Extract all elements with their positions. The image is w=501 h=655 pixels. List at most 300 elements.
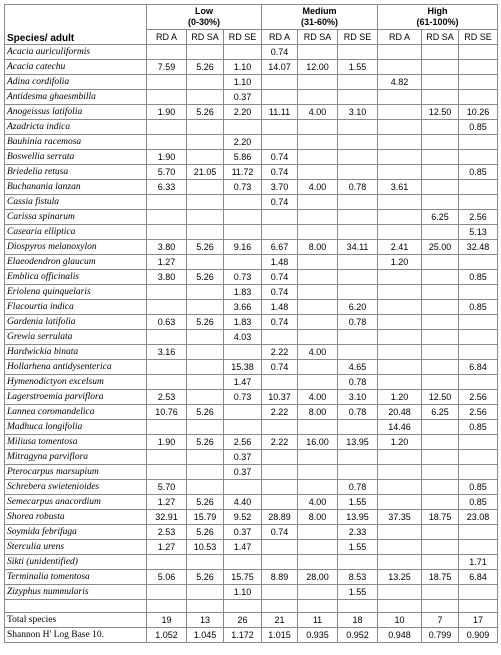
value-cell: 6.67 <box>262 240 298 255</box>
value-cell <box>459 375 498 390</box>
value-cell: 0.85 <box>459 300 498 315</box>
value-cell <box>378 345 422 360</box>
value-cell <box>422 60 459 75</box>
value-cell <box>262 120 298 135</box>
value-cell <box>378 135 422 150</box>
species-name-cell: Cassia fistula <box>5 195 147 210</box>
value-cell <box>147 465 187 480</box>
summary-row <box>5 628 498 643</box>
value-cell <box>147 585 187 600</box>
value-cell <box>262 210 298 225</box>
subcolumn-header: RD SA <box>187 30 224 45</box>
species-name-cell: Sikti (unidentified) <box>5 555 147 570</box>
value-cell: 10 <box>378 613 422 628</box>
value-cell <box>262 555 298 570</box>
value-cell: 6.20 <box>338 300 378 315</box>
value-cell: 1.71 <box>459 555 498 570</box>
species-name-cell: Elaeodendron glaucum <box>5 255 147 270</box>
value-cell: 9.16 <box>224 240 262 255</box>
value-cell <box>378 450 422 465</box>
value-cell <box>422 45 459 60</box>
value-cell: 12.50 <box>422 105 459 120</box>
value-cell <box>298 585 338 600</box>
value-cell <box>378 60 422 75</box>
subcolumn-header: RD SE <box>338 30 378 45</box>
value-cell <box>298 255 338 270</box>
value-cell: 5.26 <box>187 270 224 285</box>
value-cell: 5.13 <box>459 225 498 240</box>
value-cell <box>422 300 459 315</box>
empty-cell <box>298 600 338 613</box>
value-cell <box>298 360 338 375</box>
species-name-cell: Zizyphus nummularis <box>5 585 147 600</box>
species-name-cell: Schrebera swietenioides <box>5 480 147 495</box>
value-cell: 37.35 <box>378 510 422 525</box>
value-cell <box>262 135 298 150</box>
table-row <box>5 135 498 150</box>
value-cell <box>422 435 459 450</box>
value-cell <box>459 585 498 600</box>
value-cell <box>298 120 338 135</box>
value-cell <box>147 195 187 210</box>
value-cell: 0.85 <box>459 120 498 135</box>
value-cell: 3.66 <box>224 300 262 315</box>
subcolumn-header: RD A <box>147 30 187 45</box>
value-cell: 0.37 <box>224 525 262 540</box>
value-cell <box>187 465 224 480</box>
value-cell: 2.22 <box>262 405 298 420</box>
value-cell: 8.53 <box>338 570 378 585</box>
value-cell <box>338 150 378 165</box>
species-name-cell: Sterculia urens <box>5 540 147 555</box>
value-cell: 1.90 <box>147 435 187 450</box>
value-cell: 1.20 <box>378 435 422 450</box>
value-cell <box>187 375 224 390</box>
empty-cell <box>224 600 262 613</box>
value-cell: 1.55 <box>338 540 378 555</box>
table-row <box>5 555 498 570</box>
species-name-cell: Azadricta indica <box>5 120 147 135</box>
empty-cell <box>187 600 224 613</box>
value-cell: 21.05 <box>187 165 224 180</box>
value-cell <box>459 255 498 270</box>
value-cell <box>298 195 338 210</box>
value-cell: 0.78 <box>338 405 378 420</box>
value-cell: 32.91 <box>147 510 187 525</box>
table-row <box>5 570 498 585</box>
value-cell <box>147 285 187 300</box>
value-cell: 25.00 <box>422 240 459 255</box>
table-row <box>5 480 498 495</box>
species-name-cell: Miliusa tomentosa <box>5 435 147 450</box>
value-cell <box>262 420 298 435</box>
value-cell <box>422 150 459 165</box>
value-cell <box>459 435 498 450</box>
value-cell <box>298 420 338 435</box>
value-cell <box>422 420 459 435</box>
table-row <box>5 165 498 180</box>
value-cell <box>422 195 459 210</box>
value-cell: 1.55 <box>338 495 378 510</box>
table-row <box>5 120 498 135</box>
table-row <box>5 105 498 120</box>
value-cell <box>378 555 422 570</box>
value-cell: 1.27 <box>147 540 187 555</box>
value-cell <box>422 315 459 330</box>
table-row <box>5 390 498 405</box>
value-cell <box>298 525 338 540</box>
value-cell <box>378 525 422 540</box>
value-cell: 0.74 <box>262 285 298 300</box>
species-name-cell: Terminalia tomentosa <box>5 570 147 585</box>
value-cell: 2.20 <box>224 135 262 150</box>
species-name-cell: Pterocarpus marsupium <box>5 465 147 480</box>
species-name-cell: Soymida febrifuga <box>5 525 147 540</box>
value-cell: 14.07 <box>262 60 298 75</box>
table-row <box>5 420 498 435</box>
value-cell: 4.00 <box>298 345 338 360</box>
table-row <box>5 210 498 225</box>
table-row <box>5 240 498 255</box>
value-cell <box>459 45 498 60</box>
value-cell: 13.95 <box>338 510 378 525</box>
value-cell <box>378 465 422 480</box>
value-cell: 4.40 <box>224 495 262 510</box>
species-name-cell: Mitragyna parviflora <box>5 450 147 465</box>
value-cell <box>147 45 187 60</box>
table-row <box>5 405 498 420</box>
value-cell: 0.37 <box>224 465 262 480</box>
value-cell: 8.00 <box>298 510 338 525</box>
value-cell: 5.26 <box>187 405 224 420</box>
value-cell: 2.53 <box>147 390 187 405</box>
value-cell: 4.82 <box>378 75 422 90</box>
value-cell: 8.00 <box>298 405 338 420</box>
value-cell <box>224 405 262 420</box>
value-cell <box>187 75 224 90</box>
value-cell <box>147 300 187 315</box>
value-cell: 9.52 <box>224 510 262 525</box>
value-cell: 0.63 <box>147 315 187 330</box>
value-cell: 2.56 <box>459 210 498 225</box>
value-cell <box>187 135 224 150</box>
value-cell: 0.74 <box>262 270 298 285</box>
value-cell: 0.948 <box>378 628 422 643</box>
value-cell: 12.00 <box>298 60 338 75</box>
value-cell: 8.89 <box>262 570 298 585</box>
value-cell <box>459 450 498 465</box>
value-cell <box>422 360 459 375</box>
species-name-cell: Flacourtia indica <box>5 300 147 315</box>
value-cell <box>422 480 459 495</box>
value-cell: 13 <box>187 613 224 628</box>
value-cell <box>422 120 459 135</box>
value-cell: 5.06 <box>147 570 187 585</box>
value-cell: 1.10 <box>224 75 262 90</box>
empty-cell <box>338 600 378 613</box>
species-name-cell: Buchanania lanzan <box>5 180 147 195</box>
species-name-cell: Casearia elliptica <box>5 225 147 240</box>
value-cell: 1.10 <box>224 60 262 75</box>
value-cell <box>298 90 338 105</box>
value-cell: 3.80 <box>147 240 187 255</box>
value-cell <box>224 255 262 270</box>
value-cell: 1.55 <box>338 60 378 75</box>
species-table-container <box>4 4 498 643</box>
value-cell <box>147 450 187 465</box>
value-cell <box>338 120 378 135</box>
value-cell: 23.08 <box>459 510 498 525</box>
value-cell <box>147 420 187 435</box>
value-cell <box>298 225 338 240</box>
value-cell <box>262 225 298 240</box>
value-cell: 3.70 <box>262 180 298 195</box>
value-cell <box>422 585 459 600</box>
value-cell: 1.27 <box>147 495 187 510</box>
value-cell: 6.25 <box>422 210 459 225</box>
value-cell: 1.015 <box>262 628 298 643</box>
value-cell: 2.22 <box>262 435 298 450</box>
value-cell: 10.26 <box>459 105 498 120</box>
value-cell: 2.22 <box>262 345 298 360</box>
value-cell: 1.172 <box>224 628 262 643</box>
species-name-cell: Total species <box>5 613 147 628</box>
value-cell: 3.10 <box>338 105 378 120</box>
group-name: High <box>427 6 448 16</box>
value-cell <box>378 195 422 210</box>
value-cell: 21 <box>262 613 298 628</box>
table-row <box>5 285 498 300</box>
value-cell <box>224 480 262 495</box>
subcolumn-header: RD SE <box>459 30 498 45</box>
table-row <box>5 315 498 330</box>
value-cell: 3.10 <box>338 390 378 405</box>
value-cell: 0.85 <box>459 270 498 285</box>
value-cell <box>378 285 422 300</box>
value-cell <box>422 165 459 180</box>
table-row <box>5 375 498 390</box>
value-cell <box>147 210 187 225</box>
species-name-cell: Acacia auriculiformis <box>5 45 147 60</box>
species-name-cell: Hardwickia binata <box>5 345 147 360</box>
value-cell: 5.70 <box>147 165 187 180</box>
table-body <box>5 45 498 643</box>
value-cell <box>298 285 338 300</box>
value-cell: 1.90 <box>147 150 187 165</box>
value-cell <box>187 195 224 210</box>
value-cell: 2.33 <box>338 525 378 540</box>
value-cell <box>187 555 224 570</box>
value-cell <box>338 330 378 345</box>
value-cell <box>422 180 459 195</box>
table-row <box>5 585 498 600</box>
value-cell: 0.74 <box>262 525 298 540</box>
value-cell <box>422 375 459 390</box>
value-cell: 1.55 <box>338 585 378 600</box>
value-cell: 20.48 <box>378 405 422 420</box>
value-cell <box>224 420 262 435</box>
value-cell: 5.86 <box>224 150 262 165</box>
species-name-cell: Lagerstroemia parviflora <box>5 390 147 405</box>
value-cell: 6.33 <box>147 180 187 195</box>
group-range: (0-30%) <box>188 17 221 27</box>
table-row <box>5 450 498 465</box>
value-cell: 17 <box>459 613 498 628</box>
species-density-table <box>4 4 498 643</box>
value-cell <box>422 135 459 150</box>
value-cell: 2.41 <box>378 240 422 255</box>
value-cell <box>147 375 187 390</box>
value-cell: 5.70 <box>147 480 187 495</box>
value-cell <box>298 540 338 555</box>
value-cell <box>378 585 422 600</box>
value-cell: 0.74 <box>262 45 298 60</box>
value-cell <box>262 495 298 510</box>
value-cell: 4.00 <box>298 390 338 405</box>
value-cell: 0.73 <box>224 180 262 195</box>
group-range: (61-100%) <box>416 17 459 27</box>
value-cell <box>187 210 224 225</box>
value-cell: 11.72 <box>224 165 262 180</box>
value-cell <box>338 255 378 270</box>
value-cell <box>187 360 224 375</box>
value-cell <box>422 255 459 270</box>
value-cell <box>338 465 378 480</box>
value-cell <box>187 480 224 495</box>
value-cell: 5.26 <box>187 60 224 75</box>
value-cell <box>187 345 224 360</box>
value-cell: 2.56 <box>224 435 262 450</box>
value-cell: 15.38 <box>224 360 262 375</box>
table-row <box>5 435 498 450</box>
species-name-cell: Grewia serrulata <box>5 330 147 345</box>
value-cell: 0.935 <box>298 628 338 643</box>
value-cell: 0.37 <box>224 450 262 465</box>
table-row <box>5 330 498 345</box>
value-cell <box>459 525 498 540</box>
value-cell: 5.26 <box>187 495 224 510</box>
value-cell: 3.16 <box>147 345 187 360</box>
group-header-low <box>147 5 262 30</box>
table-row <box>5 150 498 165</box>
species-name-cell: Emblica officinalis <box>5 270 147 285</box>
value-cell <box>298 375 338 390</box>
value-cell: 13.95 <box>338 435 378 450</box>
value-cell: 19 <box>147 613 187 628</box>
value-cell: 6.84 <box>459 570 498 585</box>
value-cell <box>422 450 459 465</box>
value-cell <box>298 165 338 180</box>
value-cell <box>187 225 224 240</box>
value-cell <box>298 315 338 330</box>
value-cell <box>338 420 378 435</box>
value-cell: 0.85 <box>459 480 498 495</box>
value-cell: 6.25 <box>422 405 459 420</box>
value-cell <box>187 255 224 270</box>
value-cell <box>459 465 498 480</box>
value-cell: 2.53 <box>147 525 187 540</box>
table-row <box>5 180 498 195</box>
group-header-high <box>378 5 498 30</box>
value-cell <box>298 465 338 480</box>
value-cell <box>187 90 224 105</box>
table-row <box>5 465 498 480</box>
value-cell <box>378 360 422 375</box>
subcolumn-header: RD SA <box>298 30 338 45</box>
value-cell <box>262 450 298 465</box>
value-cell: 4.00 <box>298 180 338 195</box>
value-cell <box>338 345 378 360</box>
value-cell <box>262 585 298 600</box>
value-cell: 0.74 <box>262 150 298 165</box>
value-cell <box>378 150 422 165</box>
table-row <box>5 75 498 90</box>
value-cell <box>262 480 298 495</box>
value-cell <box>338 450 378 465</box>
value-cell: 0.78 <box>338 315 378 330</box>
value-cell <box>298 450 338 465</box>
value-cell <box>338 195 378 210</box>
empty-cell <box>147 600 187 613</box>
species-name-cell: Carissa spinarum <box>5 210 147 225</box>
value-cell <box>147 360 187 375</box>
value-cell <box>338 555 378 570</box>
value-cell <box>262 75 298 90</box>
value-cell <box>147 120 187 135</box>
value-cell: 1.045 <box>187 628 224 643</box>
value-cell <box>338 225 378 240</box>
species-name-cell: Anogeissus latifolia <box>5 105 147 120</box>
value-cell: 0.74 <box>262 315 298 330</box>
value-cell <box>147 225 187 240</box>
species-column-header: Species/ adult <box>5 5 147 45</box>
value-cell: 5.26 <box>187 105 224 120</box>
value-cell <box>187 120 224 135</box>
species-name-cell: Antidesma ghaesmbilla <box>5 90 147 105</box>
value-cell: 18.75 <box>422 570 459 585</box>
table-row <box>5 225 498 240</box>
group-name: Medium <box>302 6 337 16</box>
value-cell <box>224 225 262 240</box>
value-cell <box>459 135 498 150</box>
value-cell <box>459 330 498 345</box>
value-cell <box>187 390 224 405</box>
value-cell <box>262 90 298 105</box>
value-cell <box>187 585 224 600</box>
value-cell: 28.89 <box>262 510 298 525</box>
value-cell: 6.84 <box>459 360 498 375</box>
value-cell <box>187 45 224 60</box>
group-header-medium <box>262 5 378 30</box>
value-cell <box>378 300 422 315</box>
empty-cell <box>378 600 422 613</box>
value-cell: 7 <box>422 613 459 628</box>
value-cell <box>422 555 459 570</box>
value-cell: 1.48 <box>262 255 298 270</box>
group-range: (31-60%) <box>301 17 339 27</box>
value-cell: 1.90 <box>147 105 187 120</box>
value-cell: 0.73 <box>224 270 262 285</box>
value-cell <box>422 90 459 105</box>
empty-cell <box>422 600 459 613</box>
value-cell: 18.75 <box>422 510 459 525</box>
value-cell <box>422 495 459 510</box>
value-cell <box>459 540 498 555</box>
value-cell: 0.37 <box>224 90 262 105</box>
value-cell: 11.11 <box>262 105 298 120</box>
value-cell: 0.85 <box>459 420 498 435</box>
value-cell: 0.799 <box>422 628 459 643</box>
